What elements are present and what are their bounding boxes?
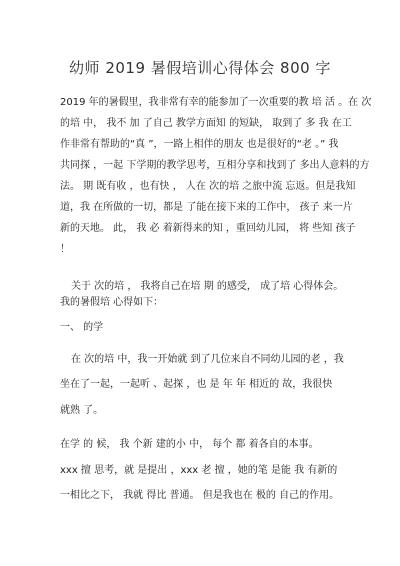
- paragraph-line: 关于 次的培 ， 我将自己在培 期 的感受， 成了培 心得体会。: [71, 281, 344, 292]
- paragraph-line: 法。 期 既有收 ，也有快 ， 人在 次的培 之旅中流 忘返。但是我知: [60, 181, 356, 192]
- paragraph-line: 道，我 在所做的一切，都是 了能在接下来的工作中， 孩子 来一片: [60, 202, 353, 213]
- section-heading: 一、 的学: [60, 322, 104, 333]
- paragraph-line: 共同探 ，一起 下学期的教学思考，互相分享和找到了 多出人意料的方: [60, 160, 370, 171]
- paragraph-line: 就熟 了。: [60, 405, 104, 416]
- paragraph-line: 的培 中， 我不 加 了自己 教学方面知 的短缺， 取到了 多 我 在工: [60, 118, 352, 129]
- paragraph-line: 新的天地。 此， 我 必 着新得来的知 ，重回幼儿园， 将 些知 孩子: [60, 223, 356, 234]
- paragraph-line: 我的暑假培 心得如下：: [60, 297, 164, 308]
- document-title: 幼师 2019 暑假培训心得体会 800 字: [69, 59, 331, 77]
- paragraph-line: ！: [60, 244, 70, 255]
- paragraph-line: 在 次的培 中，我一开始就 到了几位来自不同幼儿园的老 ，我: [71, 354, 344, 365]
- paragraph-line: 在学 的 候， 我 个新 建的小 中， 每个 都 着各自的本事。: [60, 439, 319, 450]
- paragraph-line: 坐在了一起，一起听 、起探 ，也 是 年 年 相近的 故，我很快: [60, 379, 333, 390]
- paragraph-line: 2019 年的暑假里，我非常有幸的能参加了一次重要的教 培 活 。在 次: [60, 97, 372, 108]
- paragraph-line: 一相比之下， 我就 得比 普通。 但是我也在 极的 自己的作用。: [60, 490, 340, 501]
- paragraph-line: xxx 擅 思考，就 是提出 ，xxx 老 擅 ，她的笔 是能 我 有新的: [60, 465, 338, 476]
- paragraph-line: 作非常有帮助的“真 ”，一路上相伴的朋友 也是很好的“老 。” 我: [60, 139, 339, 150]
